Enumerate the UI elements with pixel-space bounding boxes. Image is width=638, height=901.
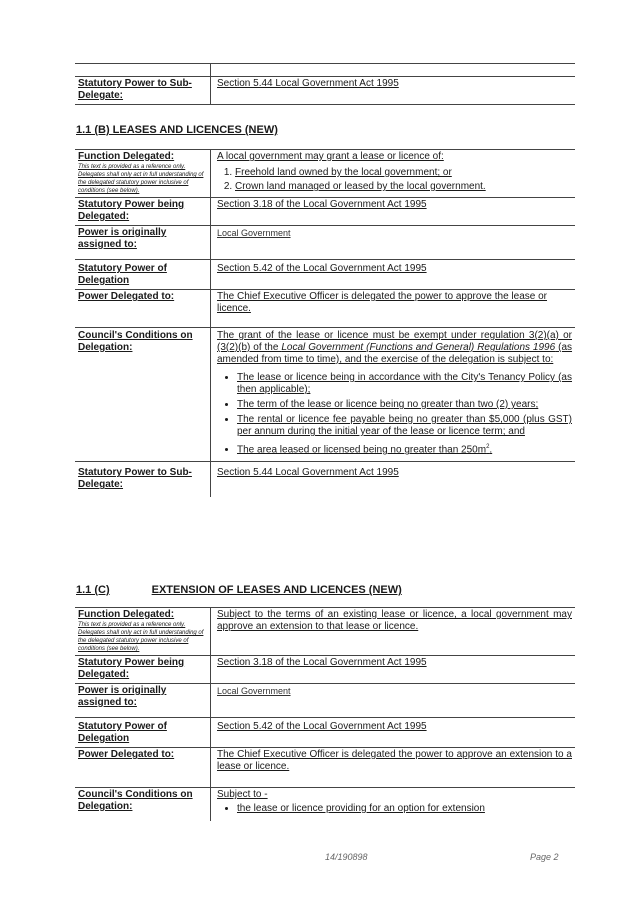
function-delegated-label: Function Delegated:: [78, 609, 175, 620]
conditions-intro: The grant of the lease or licence must be exempt under regulation 3(2)(a) or (3(2)(b) of the Local Government (Functions and General) Regulations 1996 (as amended from time to time), and the exercise of the delegation is subject to:: [217, 330, 573, 365]
condition-item: • The rental or licence fee payable being no greater than $5,000 (plus GST) per annum during the initial year of the lease or licence term; and: [237, 414, 572, 438]
conditions-list: [217, 803, 572, 815]
originally-assigned-label: Power is originally assigned to:: [78, 685, 167, 708]
section-b-table: [75, 149, 575, 497]
document-number: 14/190898: [325, 852, 368, 862]
conditions-list: [217, 372, 572, 456]
sub-delegate-value: Section 5.44 Local Government Act 1995: [217, 467, 399, 479]
conditions-intro: Subject to -: [217, 789, 268, 800]
power-being-delegated-label: Statutory Power being Delegated:: [78, 199, 185, 222]
section-c-heading: 1.1 (C) EXTENSION OF LEASES AND LICENCES (NEW): [76, 584, 402, 596]
power-of-delegation-label: Statutory Power of Delegation: [78, 263, 167, 286]
function-delegated-label: Function Delegated:: [78, 151, 175, 162]
condition-item: • the lease or licence providing for an option for extension: [237, 803, 572, 815]
function-list: [217, 167, 572, 193]
function-delegated-note: This text is provided as a reference only. Delegates shall only act in full understanding of the delegated statutory power inclusive of conditions (see below).: [78, 164, 204, 194]
page-number: Page 2: [530, 852, 559, 862]
sub-delegate-label: Statutory Power to Sub-Delegate:: [78, 467, 192, 491]
function-intro: A local government may grant a lease or licence of:: [217, 151, 444, 162]
function-item: 1. Freehold land owned by the local government; or: [235, 167, 572, 179]
function-delegated-note: This text is provided as a reference only. Delegates shall only act in full understanding of the delegated statutory power inclusive of conditions (see below).: [78, 622, 204, 652]
condition-item: • The area leased or licensed being no greater than $250m^2$.: [237, 441, 572, 456]
originally-assigned-value: Local Government: [217, 228, 291, 238]
power-being-delegated-value: Section 3.18 of the Local Government Act 1995: [217, 199, 427, 210]
power-delegated-to-label: Power Delegated to:: [78, 291, 175, 302]
conditions-label: Council's Conditions on Delegation:: [78, 330, 193, 353]
section-c-table: [75, 607, 575, 821]
function-value: Subject to the terms of an existing lease or licence, a local government may approve an extension to that lease or licence.: [217, 609, 572, 632]
conditions-label: Council's Conditions on Delegation:: [78, 789, 193, 812]
power-being-delegated-label: Statutory Power being Delegated:: [78, 657, 185, 680]
power-of-delegation-value: Section 5.42 of the Local Government Act 1995: [217, 263, 427, 274]
power-of-delegation-label: Statutory Power of Delegation: [78, 721, 167, 744]
originally-assigned-label: Power is originally assigned to:: [78, 227, 167, 250]
function-item: 2. Crown land managed or leased by the local government.: [235, 181, 572, 193]
power-delegated-to-value: The Chief Executive Officer is delegated the power to approve an extension to a lease or licence.: [217, 749, 572, 772]
originally-assigned-value: Local Government: [217, 686, 291, 696]
condition-item: • The term of the lease or licence being no greater than two (2) years;: [237, 399, 572, 411]
sub-delegate-label: Statutory Power to Sub-Delegate:: [78, 78, 192, 101]
sub-delegate-value: Section 5.44 Local Government Act 1995: [217, 78, 399, 89]
top-table: [75, 63, 575, 105]
section-b-heading: 1.1 (B) LEASES AND LICENCES (NEW): [76, 124, 278, 136]
power-of-delegation-value: Section 5.42 of the Local Government Act 1995: [217, 721, 427, 732]
condition-item: • The lease or licence being in accordance with the City's Tenancy Policy (as then applicable);: [237, 372, 572, 396]
power-delegated-to-value: The Chief Executive Officer is delegated the power to approve the lease or licence.: [217, 291, 548, 314]
power-delegated-to-label: Power Delegated to:: [78, 749, 175, 760]
power-being-delegated-value: Section 3.18 of the Local Government Act 1995: [217, 657, 427, 668]
